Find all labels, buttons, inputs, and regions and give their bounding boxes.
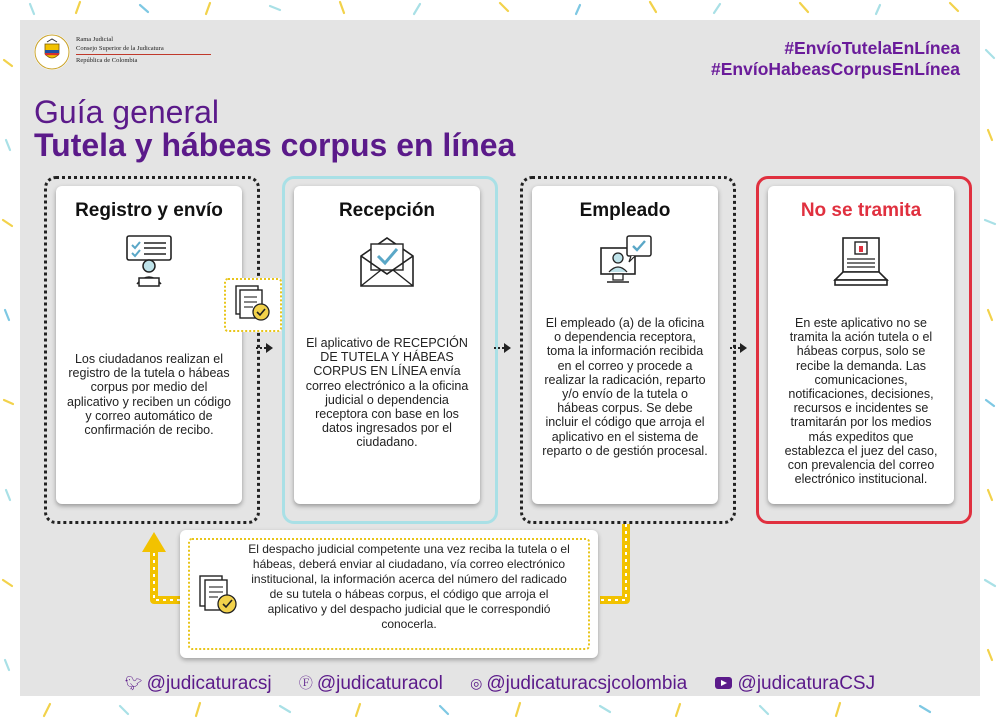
hashtag-tutela: #EnvíoTutelaEnLínea	[784, 38, 960, 58]
social-instagram[interactable]	[470, 673, 687, 695]
logo-line-2: Consejo Superior de la Judicatura	[76, 44, 164, 52]
step-heading: Registro y envío	[75, 200, 223, 221]
step-heading: No se tramita	[800, 200, 922, 221]
social-youtube[interactable]	[715, 673, 876, 695]
step-description: En este aplicativo no se tramita la ación tutela o el hábeas corpus, solo se recibe la demanda. Las comunicaciones, notificaciones, decisiones, recursos e incidentes se tramitarán por los medios más expeditos que establezca el juez del caso, con prevalencia del correo electrónico institucional.	[784, 316, 938, 487]
logo-line-1: Rama Judicial	[76, 36, 114, 43]
social-twitter[interactable]	[125, 673, 272, 695]
step-description: El empleado (a) de la oficina o dependencia receptora, toma la información recibida en el correo y procede a realizar la radicación, reparto y/o envío de la tutela o hábeas corpus. Se debe incluir el código que arroja el aplicativo en el sistema de reparto o de gestión procesal.	[542, 316, 708, 458]
step-description: El aplicativo de RECEPCIÓN DE TUTELA Y HÁBEAS CORPUS EN LÍNEA envía correo electrónico a la oficina judicial o dependencia receptora con base en los datos ingresados por el ciudadano.	[305, 336, 469, 450]
social-facebook[interactable]	[299, 673, 443, 695]
social-handle: @judicaturaCSJ	[737, 673, 876, 694]
social-handle: @judicaturacsj	[146, 673, 272, 694]
youtube-icon	[715, 677, 732, 689]
social-handle: @judicaturacol	[316, 673, 443, 694]
step-heading: Empleado	[579, 200, 671, 221]
note-text: El despacho judicial competente una vez reciba la tutela o el hábeas, deberá enviar al ciudadano, vía correo electrónico institucional, la información acerca del número del radicado de su tutela o hábeas corpus, el código que arroja el aplicativo y del despacho judicial que le correspondió conocerla.	[248, 542, 570, 631]
hashtag-habeas: #EnvíoHabeasCorpusEnLínea	[711, 59, 960, 79]
page-title-line-2: Tutela y hábeas corpus en línea	[34, 127, 516, 163]
page-title-line-1: Guía general	[34, 94, 220, 130]
step-heading: Recepción	[338, 200, 436, 221]
social-footer	[0, 673, 1000, 695]
logo-line-3: República de Colombia	[76, 57, 138, 64]
twitter-icon: 🐦︎	[124, 675, 143, 691]
facebook-icon: Ⓕ	[298, 675, 313, 691]
document-check-icon	[196, 574, 242, 618]
step-description: Los ciudadanos realizan el registro de la tutela o hábeas corpus por medio del aplicativo y reciben un código y correo automático de confirmación de recibo.	[67, 352, 231, 438]
social-handle: @judicaturacsjcolombia	[486, 673, 688, 694]
instagram-icon: ◎	[470, 675, 483, 691]
note-box	[180, 530, 598, 658]
